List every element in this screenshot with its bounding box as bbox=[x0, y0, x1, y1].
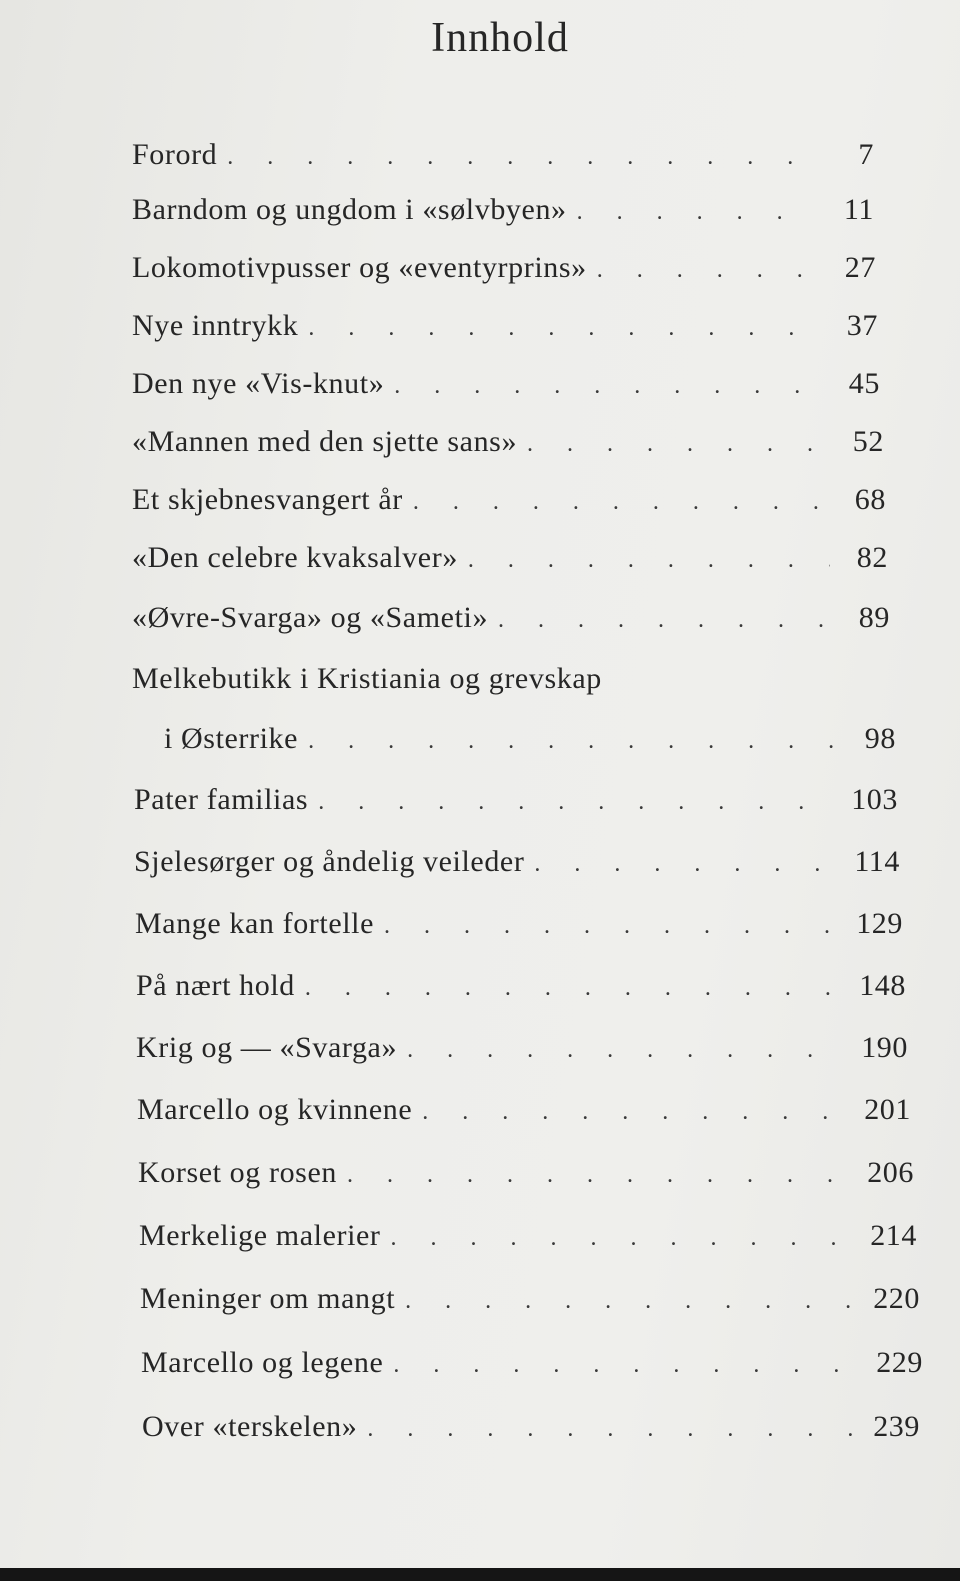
toc-entry-page: 45 bbox=[848, 367, 880, 400]
toc-entry bbox=[134, 845, 900, 879]
dot-leader bbox=[394, 373, 822, 400]
toc-entry bbox=[132, 251, 876, 285]
dot-leader bbox=[391, 1225, 857, 1252]
dot-leader bbox=[318, 789, 837, 816]
toc-entry bbox=[132, 138, 874, 172]
toc-entry-title: Forord bbox=[132, 138, 218, 171]
toc-entry bbox=[140, 1282, 920, 1316]
toc-entry-page: 98 bbox=[864, 722, 896, 755]
dot-leader bbox=[422, 1099, 850, 1126]
dot-leader bbox=[597, 257, 818, 284]
toc-entry bbox=[135, 907, 903, 941]
dot-leader bbox=[305, 975, 845, 1002]
toc-entry-page: 89 bbox=[858, 601, 890, 634]
toc-entry-title: Marcello og kvinnene bbox=[137, 1093, 413, 1126]
toc-entry bbox=[132, 425, 884, 459]
toc-entry-title: «Den celebre kvaksalver» bbox=[132, 541, 458, 574]
toc-entry-page: 103 bbox=[851, 783, 898, 816]
toc-entry-title: Mange kan fortelle bbox=[135, 907, 375, 940]
toc-entry-title: Den nye «Vis-knut» bbox=[132, 367, 385, 400]
toc-entry-title: Marcello og legene bbox=[141, 1346, 384, 1379]
toc-entry-page: 201 bbox=[864, 1093, 911, 1126]
dot-leader bbox=[527, 431, 826, 458]
toc-entry-page: 68 bbox=[854, 483, 886, 516]
toc-entry bbox=[132, 193, 874, 227]
dot-leader bbox=[347, 1162, 853, 1189]
dot-leader bbox=[384, 913, 842, 940]
toc-entry-page: 148 bbox=[859, 969, 906, 1002]
toc-entry-page: 190 bbox=[861, 1031, 908, 1064]
toc-entry bbox=[134, 783, 898, 817]
toc-entry-title: Lokomotivpusser og «eventyrprins» bbox=[132, 251, 587, 284]
toc-entry bbox=[132, 367, 880, 401]
toc-entry-title: Meninger om mangt bbox=[140, 1282, 396, 1315]
toc-entry-page: 206 bbox=[867, 1156, 914, 1189]
toc-entry bbox=[137, 1093, 911, 1127]
toc-entry-title: Et skjebnesvangert år bbox=[132, 483, 403, 516]
dot-leader bbox=[498, 607, 832, 634]
toc-entry-title: På nært hold bbox=[136, 969, 295, 1002]
toc-entry bbox=[138, 1156, 914, 1190]
toc-entry-title-continued: i Østerrike bbox=[164, 722, 299, 755]
toc-entry bbox=[139, 1219, 917, 1253]
toc-entry-page: 11 bbox=[843, 193, 874, 226]
toc-entry-title: Merkelige malerier bbox=[139, 1219, 381, 1252]
toc-entry-page: 27 bbox=[844, 251, 876, 284]
dot-leader bbox=[308, 315, 820, 342]
dot-leader bbox=[413, 489, 828, 516]
dot-leader bbox=[405, 1288, 859, 1315]
toc-entry bbox=[132, 309, 878, 343]
page-title: Innhold bbox=[431, 15, 569, 61]
toc-entry bbox=[132, 601, 890, 635]
toc-entry-page: 239 bbox=[873, 1410, 920, 1443]
toc-entry-page: 229 bbox=[876, 1346, 923, 1379]
toc-entry bbox=[132, 483, 886, 517]
toc-entry-page: 52 bbox=[852, 425, 884, 458]
toc-entry-title: Over «terskelen» bbox=[142, 1410, 358, 1443]
toc-entry bbox=[136, 969, 906, 1003]
dot-leader bbox=[227, 144, 816, 171]
toc-entry-title: Krig og — «Svarga» bbox=[136, 1031, 398, 1064]
toc-entry-page: 129 bbox=[856, 907, 903, 940]
toc-entry-title: Barndom og ungdom i «sølvbyen» bbox=[132, 193, 567, 226]
toc-entry-page: 7 bbox=[858, 138, 874, 171]
toc-entry-page: 114 bbox=[854, 845, 900, 878]
page-bottom-shadow bbox=[0, 1568, 960, 1581]
toc-entry-title: Korset og rosen bbox=[138, 1156, 337, 1189]
toc-entry bbox=[132, 541, 888, 575]
toc-entry bbox=[164, 722, 896, 756]
dot-leader bbox=[534, 851, 840, 878]
toc-entry-page: 82 bbox=[856, 541, 888, 574]
toc-entry-title: «Mannen med den sjette sans» bbox=[132, 425, 518, 458]
toc-entry-title-first-line: Melkebutikk i Kristiania og grevskap bbox=[132, 662, 602, 695]
toc-entry-page: 214 bbox=[870, 1219, 917, 1252]
dot-leader bbox=[577, 199, 816, 226]
toc-entry bbox=[142, 1410, 920, 1444]
toc-entry bbox=[141, 1346, 923, 1380]
dot-leader bbox=[407, 1037, 847, 1064]
toc-entry-page: 37 bbox=[846, 309, 878, 342]
toc-entry-title: «Øvre-Svarga» og «Sameti» bbox=[132, 601, 489, 634]
dot-leader bbox=[468, 547, 830, 574]
dot-leader bbox=[308, 728, 838, 755]
toc-entry-page: 220 bbox=[873, 1282, 920, 1315]
toc-entry bbox=[136, 1031, 908, 1065]
toc-entry-title: Pater familias bbox=[134, 783, 309, 816]
dot-leader bbox=[393, 1352, 862, 1379]
toc-entry-title: Nye inntrykk bbox=[132, 309, 299, 342]
dot-leader bbox=[367, 1416, 859, 1443]
toc-entry-title: Sjelesørger og åndelig veileder bbox=[134, 845, 525, 878]
